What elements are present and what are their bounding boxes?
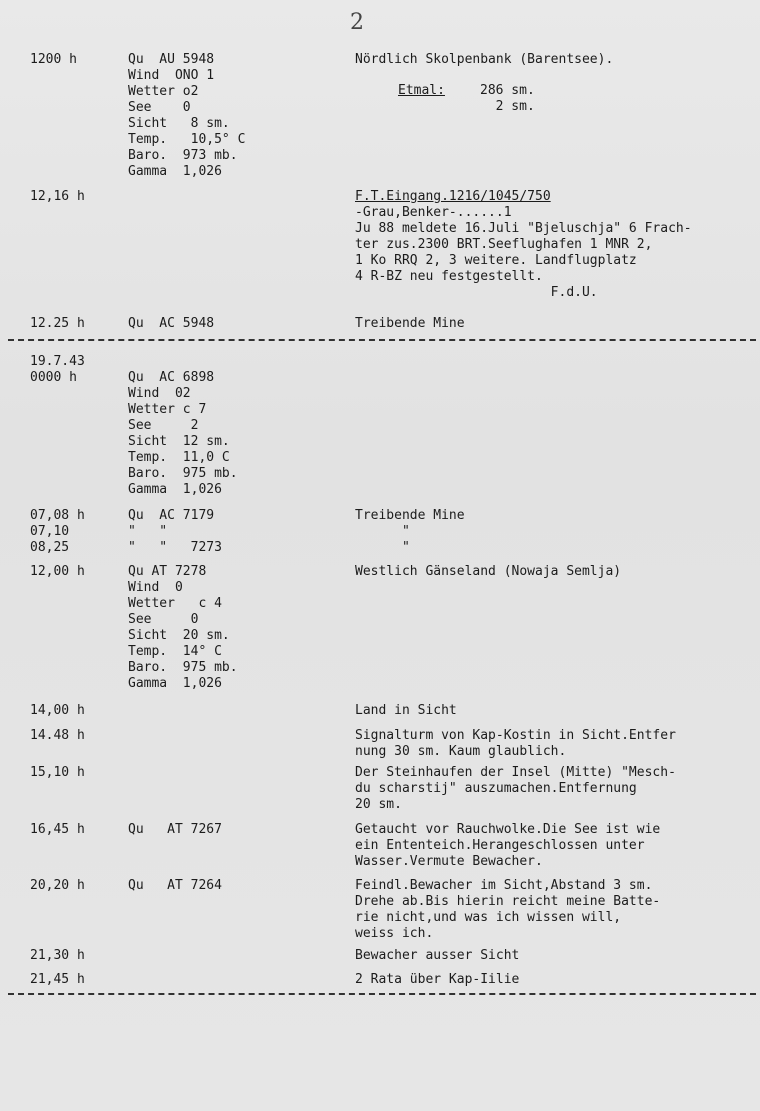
entry-comment: Land in Sicht [355,703,457,718]
entry-comment: 2 Rata über Kap-Iilie [355,972,520,987]
entry-comment: Treibende Mine " " [355,508,465,555]
entry-data: Qu AC 5948 [128,316,215,331]
entry-comment: -Grau,Benker-......1 Ju 88 meldete 16.Juli "Bjeluschja" 6 Frach- ter zus.2300 BRT.Seeflughafen 1 MNR 2, 1 Ko RRQ 2, 3 weitere. Landflugplatz 4 R-BZ neu festgestellt. F.d.U. [355,205,692,300]
entry-time: 19.7.43 0000 h [30,354,85,385]
entry-comment: Feindl.Bewacher im Sicht,Abstand 3 sm. Drehe ab.Bis hierin reicht meine Batte- rie nicht,und was ich wissen will, weiss ich. [355,878,661,941]
entry-time: 21,30 h [30,948,85,963]
entry-time: 07,08 h 07,10 08,25 [30,508,85,555]
entry-time: 14.48 h [30,728,85,743]
page-number: 2 [350,10,364,35]
entry-data: Qu AT 7278 Wind 0 Wetter c 4 See 0 Sicht 20 sm. Temp. 14° C Baro. 975 mb. Gamma 1,026 [128,564,238,691]
entry-data: Qu AC 7179 " " " " 7273 [128,508,222,555]
entry-data: Qu AU 5948 Wind ONO 1 Wetter o2 See 0 Sicht 8 sm. Temp. 10,5° C Baro. 973 mb. Gamma 1,026 [128,52,246,179]
dashed-divider [8,339,756,341]
entry-data: Qu AC 6898 Wind 02 Wetter c 7 See 2 Sicht 12 sm. Temp. 11,0 C Baro. 975 mb. Gamma 1,026 [128,370,238,497]
entry-time: 1200 h [30,52,77,67]
etmal-value: 286 sm. 2 sm. [480,83,535,114]
dashed-divider [8,993,756,995]
radio-message-heading: F.T.Eingang.1216/1045/750 [355,189,551,204]
entry-time: 20,20 h [30,878,85,893]
etmal-label: Etmal: [398,83,445,98]
entry-time: 12.25 h [30,316,85,331]
entry-comment: Der Steinhaufen der Insel (Mitte) "Mesch- du scharstij" auszumachen.Entfernung 20 sm. [355,765,676,812]
entry-time: 16,45 h [30,822,85,837]
entry-comment: Bewacher ausser Sicht [355,948,520,963]
entry-time: 12,16 h [30,189,85,204]
entry-comment: Treibende Mine [355,316,465,331]
entry-time: 14,00 h [30,703,85,718]
entry-comment: Westlich Gänseland (Nowaja Semlja) [355,564,622,579]
entry-time: 15,10 h [30,765,85,780]
entry-time: 12,00 h [30,564,85,579]
entry-data: Qu AT 7264 [128,878,222,893]
entry-comment: Signalturm von Kap-Kostin in Sicht.Entfer nung 30 sm. Kaum glaublich. [355,728,676,759]
entry-data: Qu AT 7267 [128,822,222,837]
entry-comment: Getaucht vor Rauchwolke.Die See ist wie ein Ententeich.Herangeschlossen unter Wasser.Vermute Bewacher. [355,822,661,869]
entry-time: 21,45 h [30,972,85,987]
entry-comment: Nördlich Skolpenbank (Barentsee). [355,52,614,67]
